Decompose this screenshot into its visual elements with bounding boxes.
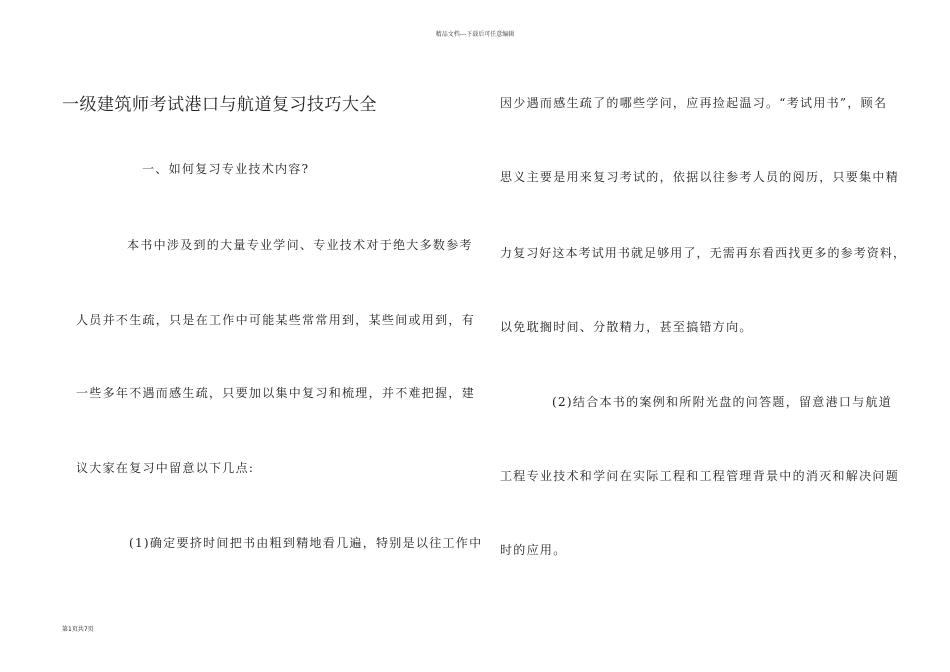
page-number: 第1页共7页 (62, 626, 94, 633)
paragraph-line: 本书中涉及到的大量专业学问、专业技术对于绝大多数参考 (127, 238, 473, 252)
paragraph-line: 以免耽搁时间、分散精力，甚至搞错方向。 (500, 320, 753, 334)
paragraph-line: 因少遇而感生疏了的哪些学问，应再捡起温习。“考试用书”，顾名 (500, 96, 888, 110)
paragraph-line: 力复习好这本考试用书就足够用了，无需再东看西找更多的参考资料， (500, 246, 907, 260)
paragraph-line: 人员并不生疏，只是在工作中可能某些常常用到，某些间或用到，有 (76, 313, 476, 327)
paragraph-line: 思义主要是用来复习考试的，依据以往参考人员的阅历，只要集中精 (500, 170, 900, 184)
paragraph-line: 时的应用。 (500, 543, 567, 557)
header-note: 精品文档---下载后可任意编辑 (435, 31, 515, 38)
paragraph-line: 议大家在复习中留意以下几点: (76, 461, 255, 475)
paragraph-line: 一些多年不遇而感生疏，只要加以集中复习和梳理，并不难把握，建 (76, 386, 476, 400)
document-title: 一级建筑师考试港口与航道复习技巧大全 (62, 95, 377, 115)
paragraph-line: (2)结合本书的案例和所附光盘的问答题，留意港口与航道 (552, 395, 893, 409)
paragraph-line: 工程专业技术和学问在实际工程和工程管理背景中的消灭和解决问题 (500, 469, 900, 483)
section-heading: 一、如何复习专业技术内容? (142, 162, 310, 176)
paragraph-line: (1)确定要挤时间把书由粗到精地看几遍，特别是以往工作中 (129, 536, 483, 550)
